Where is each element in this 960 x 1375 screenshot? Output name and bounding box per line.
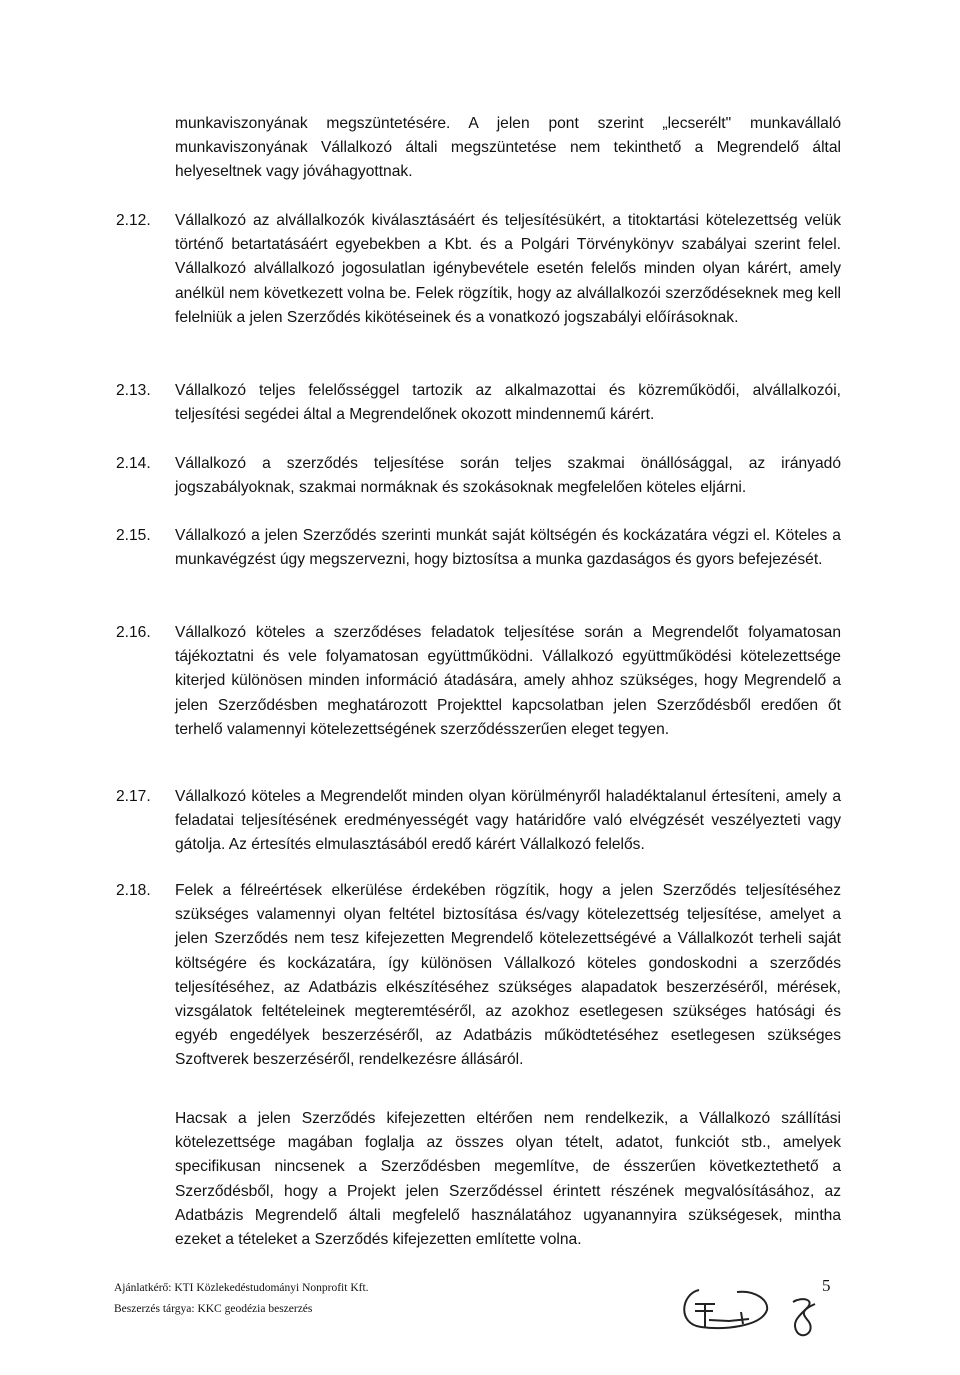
section-number: 2.15. (116, 527, 151, 544)
section-number: 2.18. (116, 882, 151, 899)
section-number: 2.13. (116, 382, 151, 399)
section-number: 2.17. (116, 788, 151, 805)
signature-mark (785, 1296, 825, 1340)
footer-subject: Beszerzés tárgya: KKC geodézia beszerzés (114, 1303, 313, 1315)
section-text: Vállalkozó a jelen Szerződés szerinti munkát saját költségén és kockázatára végzi el. Köteles a munkavégzést úgy megszervezni, hogy biztosítsa a munka gazdaságos és gyors befejezését. (175, 527, 841, 569)
signature-initials (675, 1280, 775, 1338)
section-text: Vállalkozó teljes felelősséggel tartozik az alkalmazottai és közreműködői, alvállalkozói, teljesítési segédei által a Megrendelőnek okozott mindennemű kárért. (175, 382, 841, 424)
section-number: 2.14. (116, 455, 151, 472)
section-text: Vállalkozó a szerződés teljesítése során teljes szakmai önállósággal, az irányadó jogszabályoknak, szakmai normáknak és szokásoknak megfelelően köteles eljárni. (175, 455, 841, 497)
section-text: Felek a félreértések elkerülése érdekében rögzítik, hogy a jelen Szerződés teljesítéséhez szükséges valamennyi olyan feltétel biztosítása és/vagy kötelezettség teljesítése, amelyet a jelen Szerződés nem tesz kifejezetten Megrendelő kötelezettségévé a Vállalkozót terheli saját költségére és kockázatára, így különösen Vállalkozó köteles gondoskodni a szerződés teljesítéséhez, az Adatbázis elkészítéséhez szükséges alapadatok beszerzéséről, mérések, vizsgálatok feltételeinek megteremtéséről, az azokhoz esetlegesen szükséges hatósági és egyéb engedélyek beszerzéséről, az Adatbázis működtetéséhez esetlegesen szükséges Szoftverek beszerzéséről, rendelkezésre állásáról. (175, 882, 841, 1069)
section-text: Vállalkozó az alvállalkozók kiválasztásáért és teljesítésükért, a titoktartási kötelezettség velük történő betartatásáért egyebekben a Kbt. és a Polgári Törvénykönyv szabályai szerint felel. Vállalkozó alvállalkozó jogosulatlan igénybevétele esetén felelős minden olyan kárért, amely anélkül nem következett volna be. Felek rögzítik, hogy az alvállalkozói szerződéseknek meg kell felelniük a jelen Szerződés kikötéseinek és a vonatkozó jogszabályi előírásoknak. (175, 212, 841, 326)
section-text: Vállalkozó köteles a szerződéses feladatok teljesítése során a Megrendelőt folyamatosan tájékoztatni és vele folyamatosan együttműködni. Vállalkozó együttműködési kötelezettsége kiterjed különösen minden információ átadására, amely ahhoz szükséges, hogy Megrendelő a jelen Szerződésben meghatározott Projekttel kapcsolatban jelen Szerződésből eredően őt terhelő valamennyi kötelezettségének szerződésszerűen eleget tegyen. (175, 624, 841, 738)
page-number: 5 (822, 1276, 831, 1295)
closing-paragraph: Hacsak a jelen Szerződés kifejezetten eltérően nem rendelkezik, a Vállalkozó szállítási kötelezettsége magában foglalja az összes olyan tételt, adatot, funkciót stb., amelyek specifikusan nincsenek a Szerződésben megemlítve, de ésszerűen következtethető a Szerződésből, hogy a Projekt jelen Szerződéssel érintett részének megvalósításához, az Adatbázis Megrendelő általi megfelelő használatához ugyanannyira szükségesek, mintha ezeket a tételeket a Szerződés kifejezetten említette volna. (175, 1110, 841, 1249)
section-number: 2.12. (116, 212, 151, 229)
section-text: Vállalkozó köteles a Megrendelőt minden olyan körülményről haladéktalanul értesíteni, amely a feladatai teljesítésének eredményességét vagy határidőre való elvégzését veszélyezteti vagy gátolja. Az értesítés elmulasztásából eredő kárért Vállalkozó felelős. (175, 788, 841, 854)
section-number: 2.16. (116, 624, 151, 641)
footer-requester: Ajánlatkérő: KTI Közlekedéstudományi Nonprofit Kft. (114, 1282, 369, 1294)
intro-paragraph: munkaviszonyának megszüntetésére. A jelen pont szerint „lecserélt" munkavállaló munkaviszonyának Vállalkozó általi megszüntetése nem tekinthető a Megrendelő által helyeseltnek vagy jóváhagyottnak. (175, 115, 841, 181)
